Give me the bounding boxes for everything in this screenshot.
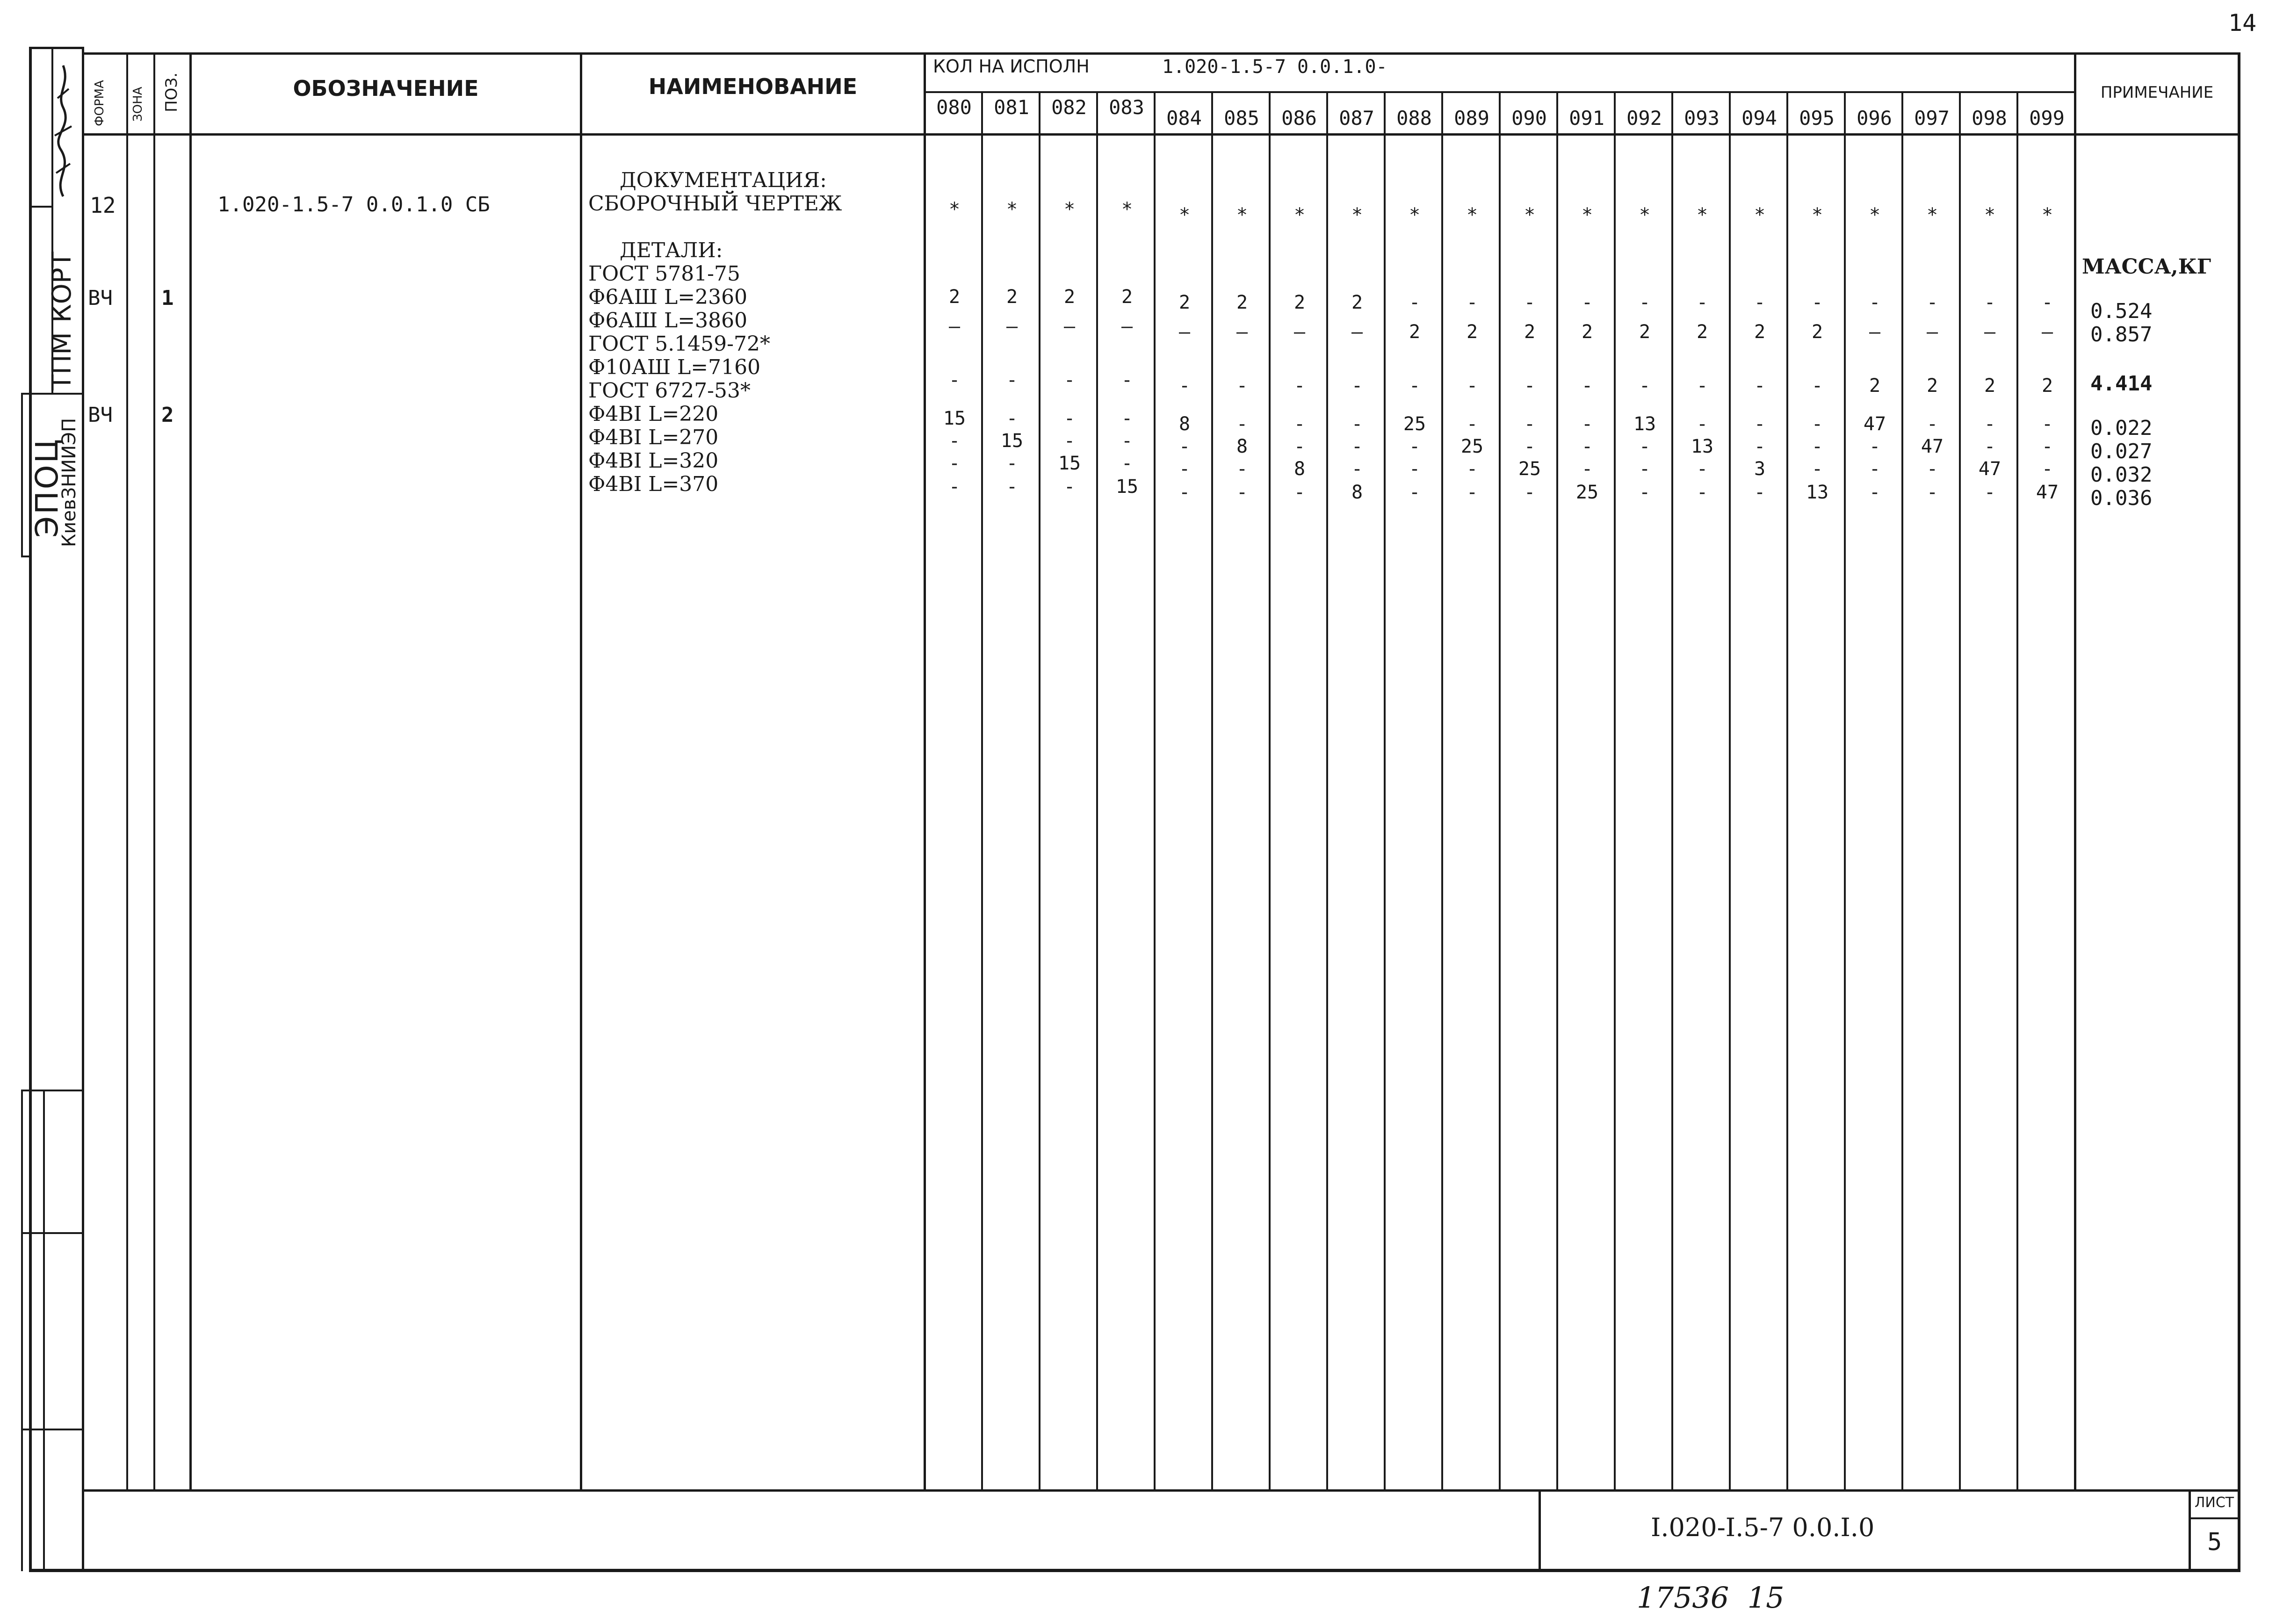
- qty-cell: *: [1581, 204, 1593, 226]
- column-number: 080: [936, 96, 972, 119]
- qty-cell: —: [1351, 321, 1363, 343]
- qty-cell: 47: [2036, 482, 2059, 503]
- qty-cell: *: [1063, 199, 1076, 220]
- qty-cell: *: [2041, 204, 2053, 226]
- qty-cell: -: [1063, 408, 1076, 429]
- titleblock-list-rule: [2189, 1517, 2238, 1519]
- qty-cell: 25: [1460, 436, 1484, 457]
- qty-cell: -: [1524, 292, 1536, 313]
- qty-cell: -: [1811, 436, 1823, 457]
- qty-cell: —: [1178, 321, 1191, 343]
- name-f4-320: Ф4ВI L=320: [588, 449, 719, 473]
- name-gost-5781: ГОСТ 5781-75: [588, 262, 741, 286]
- qty-cell: -: [1984, 482, 1996, 503]
- qty-cell: -: [1984, 436, 1996, 457]
- frame-left: [29, 47, 32, 1571]
- qty-cell: -: [1063, 369, 1076, 391]
- row1-oboznachenie: 1.020-1.5-7 0.0.1.0 СБ: [217, 193, 490, 217]
- column-number: 098: [1972, 107, 2007, 130]
- qty-cell: 15: [1115, 476, 1139, 498]
- qty-cell: *: [1006, 199, 1018, 220]
- qty-cell: -: [1696, 458, 1708, 480]
- qty-cell: -: [1984, 413, 1996, 435]
- column-number: 083: [1109, 96, 1144, 119]
- column-number: 087: [1339, 107, 1374, 130]
- qty-cell: -: [1581, 375, 1593, 397]
- qty-cell: 2: [1236, 292, 1248, 313]
- qty-cell: -: [1869, 292, 1881, 313]
- qty-cell: -: [1639, 482, 1651, 503]
- qty-cell: 8: [1236, 436, 1248, 457]
- frame-top: [82, 52, 2238, 55]
- header-forma: ФОРМА: [93, 80, 107, 126]
- qty-cell: -: [1409, 436, 1421, 457]
- qty-cell: 2: [1121, 286, 1133, 308]
- qty-cell: -: [1006, 408, 1018, 429]
- qty-cell: -: [1063, 476, 1076, 498]
- qty-cell: —: [1063, 316, 1076, 337]
- qty-cell: 47: [1978, 458, 2001, 480]
- qty-cell: -: [1754, 436, 1766, 457]
- qty-cell: -: [1466, 482, 1478, 503]
- qty-cell: 2: [1293, 292, 1306, 313]
- qty-cell: *: [1409, 204, 1421, 226]
- qty-cell: -: [1639, 375, 1651, 397]
- note-mass-7: 0.036: [2090, 486, 2153, 510]
- qty-cell: -: [1409, 482, 1421, 503]
- name-documentation: ДОКУМЕНТАЦИЯ:: [620, 168, 827, 192]
- qty-cell: -: [1121, 430, 1133, 452]
- qty-div: [1844, 91, 1846, 1490]
- name-gost-6727: ГОСТ 6727-53*: [588, 379, 751, 403]
- header-zona: ЗОНА: [131, 87, 145, 122]
- qty-cell: 2: [1869, 375, 1881, 397]
- qty-div: [1096, 91, 1098, 1490]
- column-number: 088: [1396, 107, 1432, 130]
- qty-cell: -: [1754, 375, 1766, 397]
- titleblock-divider: [1539, 1489, 1541, 1570]
- title-doc-code: I.020-I.5-7 0.0.I.0: [1651, 1513, 1875, 1542]
- qty-cell: 2: [1006, 286, 1018, 308]
- qty-cell: 2: [1926, 375, 1938, 397]
- qty-cell: *: [1984, 204, 1996, 226]
- qty-cell: -: [948, 453, 961, 474]
- header-rule: [82, 133, 2238, 136]
- qty-cell: 15: [943, 408, 966, 429]
- qty-cell: 15: [1000, 430, 1024, 452]
- qty-cell: -: [1293, 375, 1306, 397]
- qty-cell: -: [1121, 408, 1133, 429]
- qty-cell: 8: [1293, 458, 1306, 480]
- bottom-handwritten: 17536 15: [1637, 1581, 1785, 1615]
- note-mass-4: 0.022: [2090, 416, 2153, 440]
- stamp-tpm: ТПМ: [47, 332, 77, 390]
- qty-cell: *: [1639, 204, 1651, 226]
- name-gost-5-1459: ГОСТ 5.1459-72*: [588, 332, 771, 356]
- qty-cell: -: [948, 369, 961, 391]
- qty-cell: *: [1178, 204, 1191, 226]
- frame-bottom: [29, 1569, 2240, 1572]
- qty-cell: -: [1006, 369, 1018, 391]
- header-poz: ПОЗ.: [162, 72, 181, 112]
- qty-cell: -: [1581, 458, 1593, 480]
- column-number: 081: [994, 96, 1029, 119]
- qty-cell: 2: [1409, 321, 1421, 343]
- qty-cell: -: [1926, 292, 1938, 313]
- qty-cell: -: [1121, 453, 1133, 474]
- header-ispoln-code: 1.020-1.5-7 0.0.1.0-: [1162, 56, 1387, 78]
- qty-div: [1959, 91, 1961, 1490]
- qty-cell: -: [1639, 458, 1651, 480]
- header-naimenovanie: НАИМЕНОВАНИЕ: [648, 74, 858, 99]
- qty-cell: -: [1811, 375, 1823, 397]
- header-kol: КОЛ НА ИСПОЛН: [933, 56, 1090, 77]
- qty-cell: -: [1696, 413, 1708, 435]
- qty-cell: -: [1581, 436, 1593, 457]
- qty-cell: —: [1869, 321, 1881, 343]
- qty-cell: -: [1063, 430, 1076, 452]
- column-number: 097: [1914, 107, 1950, 130]
- qty-div: [1786, 91, 1788, 1490]
- col-line-zona: [126, 52, 128, 1490]
- qty-cell: —: [1984, 321, 1996, 343]
- qty-cell: -: [1581, 292, 1593, 313]
- qty-cell: -: [1293, 413, 1306, 435]
- qty-cell: *: [1869, 204, 1881, 226]
- col-line-prim: [2074, 52, 2076, 1490]
- name-assembly-drawing: СБОРОЧНЫЙ ЧЕРТЕЖ: [588, 192, 842, 216]
- column-number: 092: [1626, 107, 1662, 130]
- column-number: 090: [1511, 107, 1547, 130]
- qty-cell: 25: [1403, 413, 1426, 435]
- qty-cell: -: [1926, 458, 1938, 480]
- qty-cell: 2: [1639, 321, 1651, 343]
- qty-cell: *: [1754, 204, 1766, 226]
- qty-cell: —: [1236, 321, 1248, 343]
- page-number-top: 14: [2228, 9, 2257, 36]
- qty-cell: -: [1351, 436, 1363, 457]
- title-list-number: 5: [2207, 1528, 2222, 1556]
- qty-cell: -: [1811, 292, 1823, 313]
- qty-cell: 25: [1575, 482, 1599, 503]
- qty-cell: -: [1524, 436, 1536, 457]
- qty-cell: -: [1178, 375, 1191, 397]
- stamp-frame: [43, 1090, 45, 1571]
- qty-cell: *: [948, 199, 961, 220]
- qty-cell: -: [1409, 292, 1421, 313]
- qty-cell: -: [2041, 458, 2053, 480]
- qty-cell: -: [1696, 375, 1708, 397]
- qty-cell: -: [2041, 292, 2053, 313]
- qty-cell: *: [1466, 204, 1478, 226]
- column-number: 086: [1281, 107, 1317, 130]
- qty-cell: *: [1696, 204, 1708, 226]
- qty-cell: 2: [1524, 321, 1536, 343]
- col-line-kol: [924, 52, 926, 1490]
- stamp-frame: [29, 393, 82, 395]
- qty-cell: -: [1581, 413, 1593, 435]
- qty-div: [1614, 91, 1616, 1490]
- column-number: 099: [2029, 107, 2065, 130]
- qty-cell: -: [2041, 413, 2053, 435]
- column-number: 082: [1051, 96, 1087, 119]
- stamp-frame: [21, 1090, 23, 1571]
- qty-cell: -: [1754, 413, 1766, 435]
- qty-cell: -: [1869, 482, 1881, 503]
- row2-poz: 1: [161, 286, 174, 310]
- stamp-frame: [29, 47, 82, 49]
- column-number: 089: [1454, 107, 1489, 130]
- qty-cell: -: [1524, 375, 1536, 397]
- column-number: 093: [1684, 107, 1720, 130]
- qty-cell: *: [1926, 204, 1938, 226]
- qty-cell: -: [1639, 292, 1651, 313]
- qty-div: [981, 91, 983, 1490]
- column-number: 084: [1166, 107, 1202, 130]
- qty-cell: -: [1006, 453, 1018, 474]
- qty-cell: -: [1926, 482, 1938, 503]
- qty-cell: *: [1351, 204, 1363, 226]
- qty-cell: 15: [1058, 453, 1081, 474]
- qty-cell: -: [1466, 292, 1478, 313]
- column-number: 096: [1857, 107, 1892, 130]
- qty-div: [1269, 91, 1271, 1490]
- qty-cell: -: [1524, 413, 1536, 435]
- qty-cell: —: [1293, 321, 1306, 343]
- qty-cell: 2: [1984, 375, 1996, 397]
- qty-cell: -: [1984, 292, 1996, 313]
- qty-cell: -: [1696, 292, 1708, 313]
- header-oboznachenie: ОБОЗНАЧЕНИЕ: [293, 76, 479, 101]
- qty-cell: *: [1236, 204, 1248, 226]
- qty-cell: -: [1236, 413, 1248, 435]
- qty-cell: -: [1466, 413, 1478, 435]
- qty-div: [1671, 91, 1673, 1490]
- qty-cell: 13: [1806, 482, 1829, 503]
- qty-cell: -: [1236, 482, 1248, 503]
- qty-cell: *: [1811, 204, 1823, 226]
- qty-cell: 2: [1811, 321, 1823, 343]
- qty-cell: *: [1524, 204, 1536, 226]
- qty-cell: -: [1293, 436, 1306, 457]
- row3-forma: ВЧ: [88, 403, 113, 427]
- qty-cell: *: [1293, 204, 1306, 226]
- qty-cell: 13: [1633, 413, 1656, 435]
- qty-cell: -: [1236, 375, 1248, 397]
- qty-cell: —: [1006, 316, 1018, 337]
- col-line-poz: [153, 52, 155, 1490]
- row3-poz: 2: [161, 403, 174, 427]
- note-mass-6: 0.032: [2090, 463, 2153, 487]
- qty-cell: 2: [1178, 292, 1191, 313]
- note-mass-3: 4.414: [2090, 372, 2153, 396]
- stamp-frame: [29, 206, 52, 208]
- stamp-frame: [21, 556, 30, 557]
- column-number: 094: [1741, 107, 1777, 130]
- qty-cell: -: [948, 430, 961, 452]
- stamp-frame: [21, 393, 23, 556]
- frame-right: [2238, 52, 2240, 1571]
- qty-cell: 25: [1518, 458, 1541, 480]
- note-massa: МАССА,КГ: [2082, 255, 2211, 279]
- stamp-epoc: ЭПОЦ: [29, 437, 65, 538]
- note-mass-1: 0.524: [2090, 299, 2153, 323]
- name-f4-220: Ф4ВI L=220: [588, 402, 719, 426]
- qty-cell: 2: [1063, 286, 1076, 308]
- qty-cell: 2: [1351, 292, 1363, 313]
- qty-cell: -: [1811, 413, 1823, 435]
- qty-cell: -: [1696, 482, 1708, 503]
- qty-cell: 2: [948, 286, 961, 308]
- qty-cell: -: [1293, 482, 1306, 503]
- signature: [44, 56, 82, 206]
- qty-cell: —: [1121, 316, 1133, 337]
- qty-cell: -: [1121, 369, 1133, 391]
- qty-cell: 8: [1178, 413, 1191, 435]
- row2-forma: ВЧ: [88, 286, 113, 310]
- qty-div: [1556, 91, 1558, 1490]
- stamp-frame: [21, 1429, 82, 1430]
- name-f6-2360: Ф6АШ L=2360: [588, 285, 748, 309]
- qty-cell: 47: [1863, 413, 1886, 435]
- qty-div: [1384, 91, 1386, 1490]
- qty-cell: -: [1351, 413, 1363, 435]
- qty-cell: -: [1524, 482, 1536, 503]
- qty-cell: -: [948, 476, 961, 498]
- note-mass-5: 0.027: [2090, 440, 2153, 463]
- qty-cell: -: [1351, 375, 1363, 397]
- qty-div: [1729, 91, 1731, 1490]
- qty-cell: *: [1121, 199, 1133, 220]
- title-list-label: ЛИСТ: [2194, 1494, 2234, 1511]
- qty-cell: -: [1006, 476, 1018, 498]
- qty-cell: -: [1409, 375, 1421, 397]
- qty-cell: 2: [2041, 375, 2053, 397]
- qty-cell: -: [1178, 458, 1191, 480]
- name-f4-370: Ф4ВI L=370: [588, 472, 719, 496]
- qty-cell: -: [2041, 436, 2053, 457]
- stamp-frame: [21, 1232, 82, 1234]
- column-number: 085: [1224, 107, 1259, 130]
- qty-cell: -: [1869, 436, 1881, 457]
- qty-cell: -: [1926, 413, 1938, 435]
- name-f10-7160: Ф10АШ L=7160: [588, 355, 761, 379]
- qty-cell: 3: [1754, 458, 1766, 480]
- stamp-frame: [21, 1090, 82, 1091]
- qty-div: [1154, 91, 1156, 1490]
- qty-cell: —: [1926, 321, 1938, 343]
- col-line-obozn: [189, 52, 192, 1490]
- qty-div: [2016, 91, 2018, 1490]
- qty-cell: —: [2041, 321, 2053, 343]
- name-f6-3860: Ф6АШ L=3860: [588, 309, 748, 332]
- qty-cell: -: [1409, 458, 1421, 480]
- qty-cell: -: [1236, 458, 1248, 480]
- qty-cell: 2: [1696, 321, 1708, 343]
- qty-div: [1039, 91, 1040, 1490]
- qty-cell: 2: [1581, 321, 1593, 343]
- header-primechanie: ПРИМЕЧАНИЕ: [2100, 83, 2214, 102]
- col-line-naim: [580, 52, 582, 1490]
- qty-cell: 2: [1466, 321, 1478, 343]
- qty-cell: -: [1869, 458, 1881, 480]
- qty-cell: —: [948, 316, 961, 337]
- column-number: 095: [1799, 107, 1835, 130]
- name-f4-270: Ф4ВI L=270: [588, 426, 719, 449]
- column-number: 091: [1569, 107, 1604, 130]
- qty-cell: 13: [1691, 436, 1714, 457]
- qty-cell: -: [1754, 292, 1766, 313]
- stamp-kiev: КиевЗНИИЭП: [58, 418, 80, 547]
- note-mass-2: 0.857: [2090, 323, 2153, 346]
- qty-div: [1441, 91, 1443, 1490]
- qty-div: [1499, 91, 1501, 1490]
- name-details: ДЕТАЛИ:: [620, 238, 723, 262]
- titleblock-top: [82, 1489, 2238, 1492]
- qty-cell: -: [1466, 458, 1478, 480]
- qty-div: [1326, 91, 1328, 1490]
- qty-cell: 47: [1921, 436, 1944, 457]
- frame-left-inner: [82, 47, 84, 1571]
- qty-cell: 2: [1754, 321, 1766, 343]
- row1-forma: 12: [90, 193, 116, 218]
- stamp-kort: КОРТ: [47, 252, 77, 323]
- qty-cell: -: [1754, 482, 1766, 503]
- qty-cell: -: [1351, 458, 1363, 480]
- qty-cell: -: [1811, 458, 1823, 480]
- qty-cell: 8: [1351, 482, 1363, 503]
- qty-cell: -: [1178, 436, 1191, 457]
- qty-cell: -: [1466, 375, 1478, 397]
- qty-cell: -: [1178, 482, 1191, 503]
- qty-cell: -: [1639, 436, 1651, 457]
- qty-div: [1901, 91, 1903, 1490]
- qty-div: [1211, 91, 1213, 1490]
